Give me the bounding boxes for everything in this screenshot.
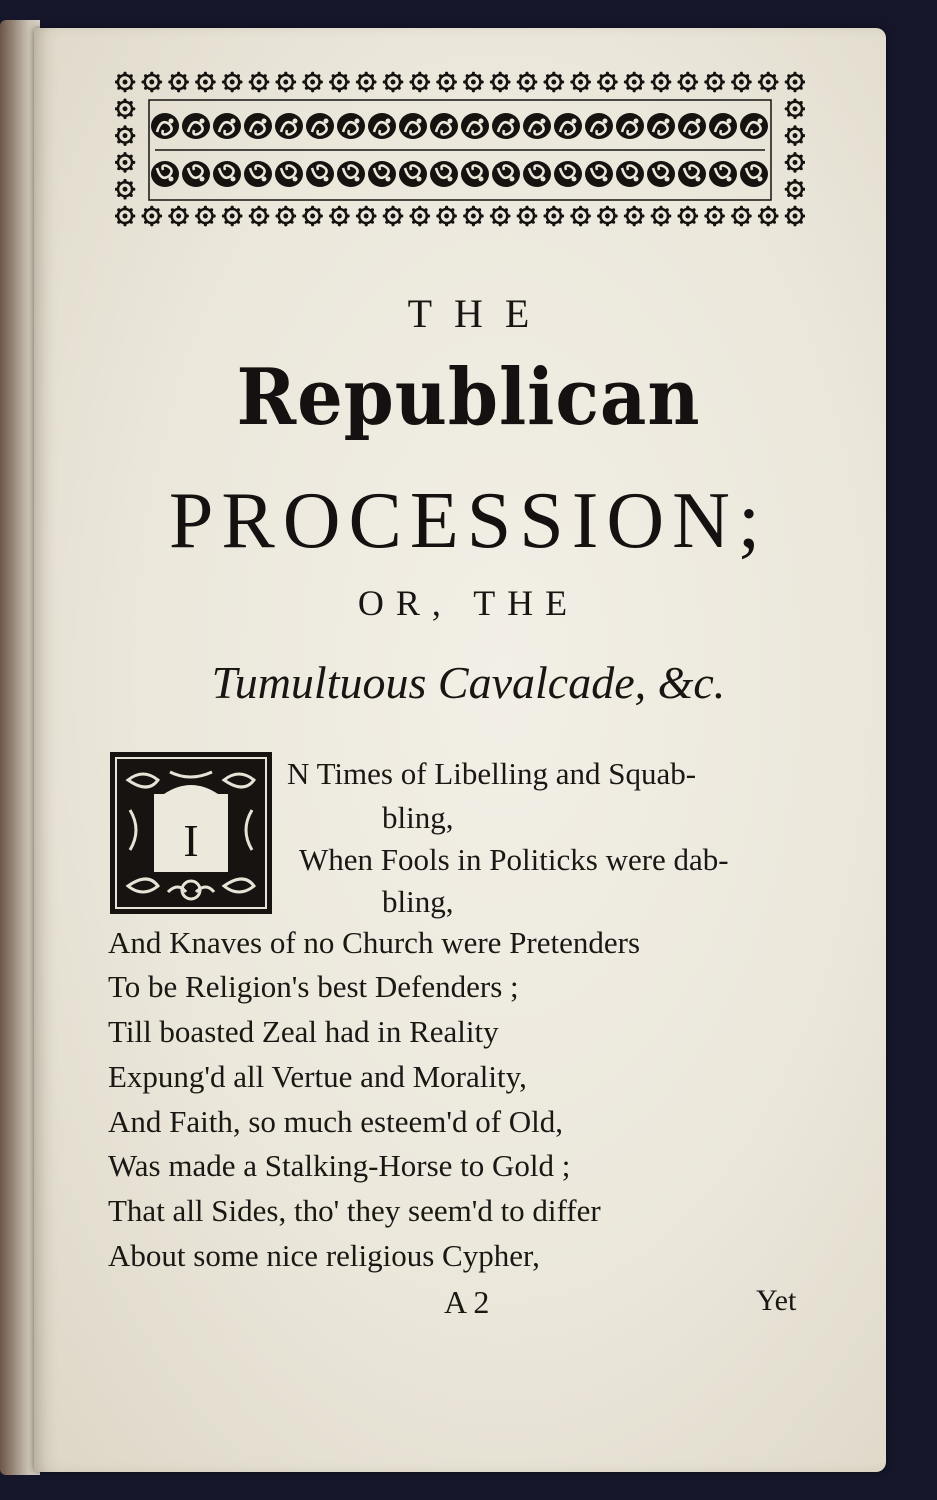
verse-line-10: Was made a Stalking-Horse to Gold ; [108, 1148, 571, 1183]
scroll-ornament [678, 113, 706, 139]
rosette-ornament [329, 206, 350, 227]
rosette-ornament [168, 72, 189, 93]
rosette-ornament [383, 72, 404, 93]
verse-line-11: That all Sides, tho' they seem'd to differ [108, 1193, 601, 1228]
rosette-ornament [543, 206, 564, 227]
rosette-ornament [249, 206, 270, 227]
scroll-ornament [678, 161, 706, 187]
scroll-ornament [368, 113, 396, 139]
verse-line-8: Expung'd all Vertue and Morality, [108, 1059, 527, 1094]
scroll-ornament [399, 113, 427, 139]
scroll-ornament [647, 161, 675, 187]
scroll-ornament [337, 113, 365, 139]
rosette-ornament [543, 72, 564, 93]
rosette-ornament [677, 72, 698, 93]
rosette-ornament [275, 72, 296, 93]
verse-line-7: Till boasted Zeal had in Reality [108, 1014, 499, 1049]
rosette-ornament [302, 72, 323, 93]
verse-line-1: N Times of Libelling and Squab- [287, 756, 697, 791]
rosette-ornament [570, 206, 591, 227]
rosette-ornament [785, 179, 805, 200]
rosette-ornament [168, 206, 189, 227]
scroll-ornament [523, 161, 551, 187]
rosette-ornament [409, 72, 430, 93]
rosette-ornament [785, 98, 805, 119]
scroll-ornament [740, 113, 768, 139]
scroll-ornament [492, 161, 520, 187]
verse-line-12: About some nice religious Cypher, [108, 1238, 540, 1273]
rosette-ornament [490, 72, 511, 93]
catchword: Yet [756, 1284, 797, 1317]
rosette-ornament [115, 125, 135, 146]
rosette-ornament [115, 98, 135, 119]
scroll-ornament [275, 113, 303, 139]
verse-line-6: To be Religion's best Defenders ; [108, 969, 519, 1004]
rosette-ornament [651, 206, 672, 227]
rosette-ornament [329, 72, 350, 93]
rosette-ornament [517, 72, 538, 93]
scroll-ornament [709, 113, 737, 139]
rosette-ornament [249, 72, 270, 93]
rosette-ornament [758, 206, 779, 227]
scroll-ornament [244, 113, 272, 139]
scroll-ornament [430, 161, 458, 187]
rosette-ornament [624, 206, 645, 227]
scroll-ornament [306, 113, 334, 139]
scroll-ornament [244, 161, 272, 187]
title-republican: Republican [236, 352, 701, 443]
scroll-ornament [461, 161, 489, 187]
rosette-ornament [677, 206, 698, 227]
rosette-ornament [597, 72, 618, 93]
rosette-ornament [731, 206, 752, 227]
rosette-ornament [463, 206, 484, 227]
verse-line-3: When Fools in Politicks were dab- [299, 842, 729, 877]
title-or-the: OR, THE [357, 583, 580, 623]
rosette-ornament [651, 72, 672, 93]
rosette-ornament [115, 72, 135, 93]
rosette-ornament [356, 72, 377, 93]
scroll-ornament [709, 161, 737, 187]
rosette-ornament [195, 206, 216, 227]
scroll-ornament [213, 113, 241, 139]
scroll-ornament [275, 161, 303, 187]
rosette-ornament [704, 206, 725, 227]
verse-line-4: bling, [382, 884, 454, 919]
scroll-ornament [399, 161, 427, 187]
rosette-ornament [222, 206, 243, 227]
scroll-ornament [523, 113, 551, 139]
rosette-ornament [436, 206, 457, 227]
rosette-ornament [517, 206, 538, 227]
scroll-ornament [430, 113, 458, 139]
scroll-ornament [368, 161, 396, 187]
scroll-ornament [182, 161, 210, 187]
scroll-ornament [554, 113, 582, 139]
rosette-ornament [758, 72, 779, 93]
rosette-ornament [141, 206, 162, 227]
scroll-ornament [616, 161, 644, 187]
scroll-ornament [337, 161, 365, 187]
rosette-ornament [115, 206, 135, 227]
rosette-ornament [409, 206, 430, 227]
rosette-ornament [356, 206, 377, 227]
title-subtitle: Tumultuous Cavalcade, &c. [211, 657, 726, 708]
decorated-initial [108, 750, 274, 916]
drop-cap-letter: I [183, 815, 199, 866]
scroll-ornament [461, 113, 489, 139]
title-the: THE [407, 291, 552, 336]
scroll-ornament [740, 161, 768, 187]
scroll-ornament [585, 113, 613, 139]
rosette-ornament [785, 125, 805, 146]
rosette-ornament [115, 179, 135, 200]
rosette-ornament [597, 206, 618, 227]
title-procession: PROCESSION; [168, 477, 769, 565]
scroll-ornament [554, 161, 582, 187]
verse-line-2: bling, [382, 800, 454, 835]
scroll-ornament [616, 113, 644, 139]
scroll-ornament [151, 161, 179, 187]
scroll-ornament [182, 113, 210, 139]
scroll-ornament [492, 113, 520, 139]
rosette-ornament [222, 72, 243, 93]
rosette-ornament [785, 206, 805, 227]
rosette-ornament [704, 72, 725, 93]
rosette-ornament [785, 72, 805, 93]
rosette-ornament [383, 206, 404, 227]
scroll-ornament [151, 113, 179, 139]
verse-line-5: And Knaves of no Church were Pretenders [108, 925, 641, 960]
rosette-ornament [141, 72, 162, 93]
rosette-ornament [570, 72, 591, 93]
rosette-ornament [115, 152, 135, 173]
rosette-ornament [302, 206, 323, 227]
verse-line-9: And Faith, so much esteem'd of Old, [108, 1104, 564, 1139]
rosette-ornament [624, 72, 645, 93]
scroll-ornament [213, 161, 241, 187]
rosette-ornament [275, 206, 296, 227]
signature-mark: A 2 [444, 1284, 490, 1320]
rosette-ornament [731, 72, 752, 93]
rosette-ornament [463, 72, 484, 93]
scroll-ornament [585, 161, 613, 187]
rosette-ornament [490, 206, 511, 227]
rosette-ornament [195, 72, 216, 93]
rosette-ornament [436, 72, 457, 93]
headpiece-ornament [115, 70, 805, 230]
rosette-ornament [785, 152, 805, 173]
scroll-ornament [647, 113, 675, 139]
scroll-ornament [306, 161, 334, 187]
